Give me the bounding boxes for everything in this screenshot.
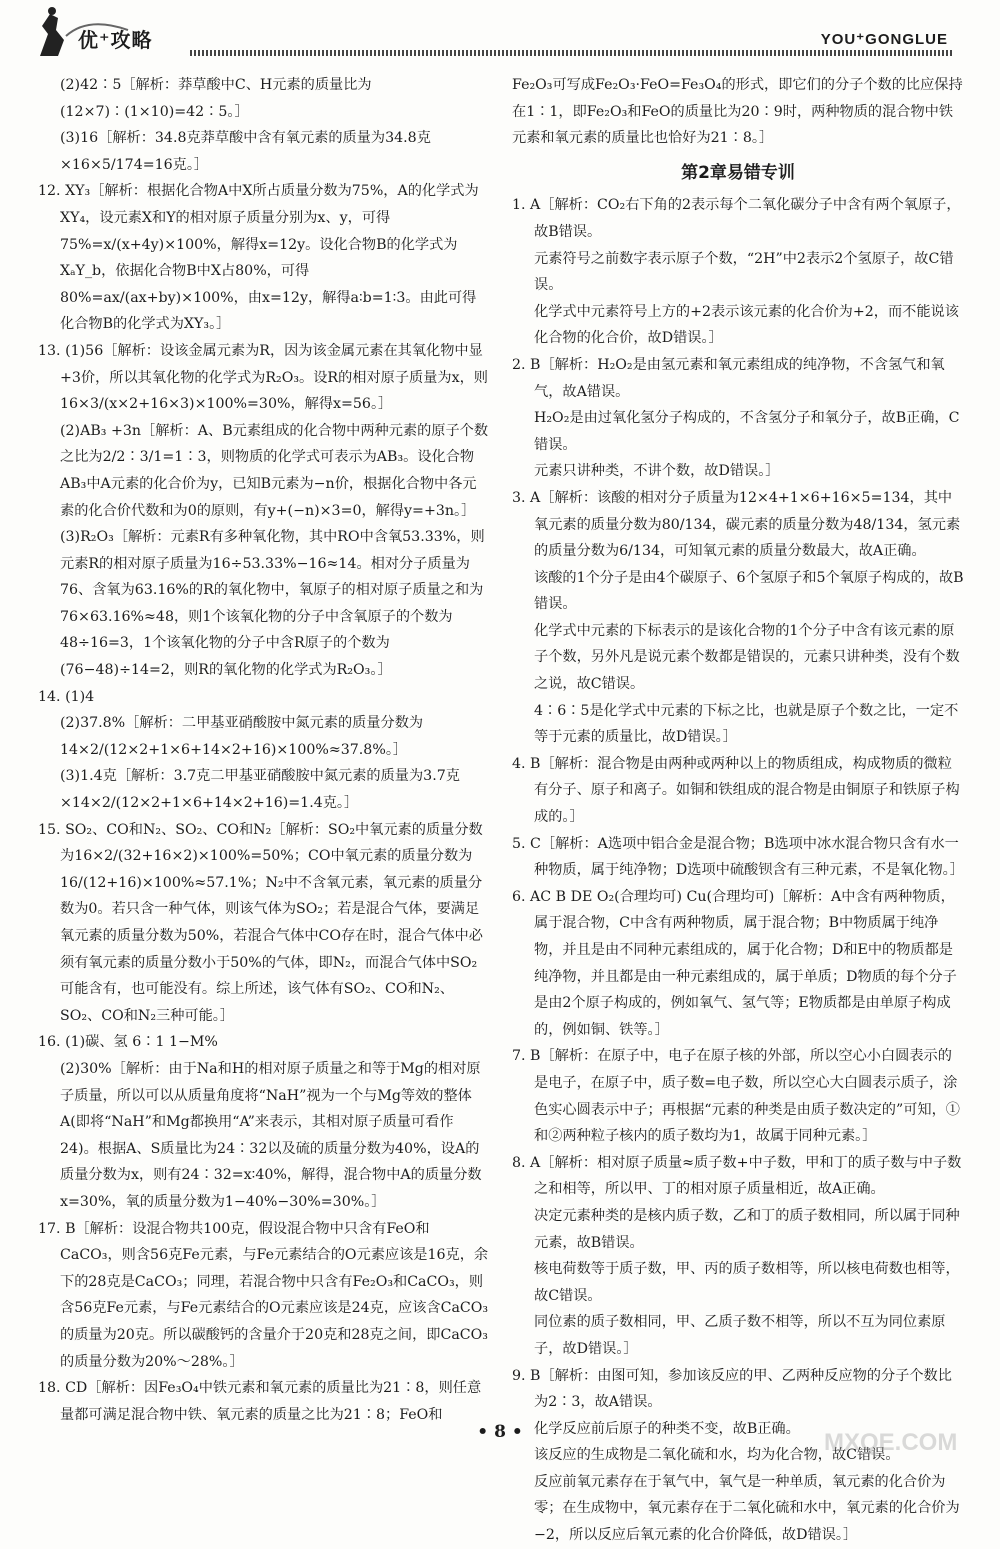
answer-16: 16. (1)碳、氢 6∶1 1−M% (38, 1034, 218, 1051)
answer-4: 4. B［解析：混合物是由两种或两种以上的物质组成，构成物质的微粒有分子、原子和离子。如铜和铁组成的混合物是由铜原子和铁原子构成的。］ (512, 755, 960, 826)
watermark-text: MXQE.COM (824, 1429, 958, 1456)
answer-9: 9. B［解析：由图可知，参加该反应的甲、乙两种反应物的分子个数比为2∶3，故A错误。 (512, 1367, 952, 1411)
answer-paragraph: 该酸的1个分子是由4个碳原子、6个氢原子和5个氧原子构成的，故B错误。 (534, 569, 964, 613)
answer-6: 6. AC B DE O₂(合理均可) Cu(合理均可)［解析：A中含有两种物质，属于混合物，C中含有两种物质，属于混合物；B中物质属于纯净物，并且是由不同种元素组成的，属于化合物；D和E中的物质都是纯净物，并且都是由一种元素组成的，属于单质；D物质的每个分子是由2个原子构成的，例如氧气、氢气等；E物质都是由单原子构成的，例如铜、铁等。］ (512, 888, 957, 1038)
section-title: 第2章易错专训 (681, 162, 795, 183)
answer-paragraph: 同位素的质子数相同，甲、乙质子数不相等，所以不互为同位素原子，故D错误。］ (534, 1314, 946, 1357)
right-column (512, 72, 964, 1549)
answer-paragraph: (3)1.4克［解析：3.7克二甲基亚硝酸胺中氮元素的质量为3.7克×14×2/(12×2+1×6+14×2+16)=1.4克。］ (60, 768, 460, 812)
answer-paragraph: 化学式中元素符号上方的+2表示该元素的化合价为+2，而不能说该化合物的化合价，故D错误。］ (534, 303, 959, 347)
answer-paragraph: (3)16［解析：34.8克莽草酸中含有氧元素的质量为34.8克×16×5/174=16克。］ (60, 130, 431, 173)
answer-3: 3. A［解析：该酸的相对分子质量为12×4+1×6+16×5=134，其中氧元素的质量分数为80/134，碳元素的质量分数为48/134，氢元素的质量分数为6/134，可知氧元素的质量分数最大，故A正确。 (512, 489, 961, 560)
answer-14: 14. (1)4 (38, 688, 95, 705)
answer-paragraph: 决定元素种类的是核内质子数，乙和丁的质子数相同，所以属于同种元素，故B错误。 (534, 1207, 960, 1251)
answer-18: 18. CD［解析：因Fe₃O₄中铁元素和氧元素的质量比为21∶8，则任意量都可满足混合物中铁、氧元素的质量之比为21∶8；FeO和 (38, 1380, 482, 1423)
answer-17: 17. B［解析：设混合物共100克，假设混合物中只含有FeO和CaCO₃，则含56克Fe元素，与Fe元素结合的O元素应该是16克，余下的28克是CaCO₃；同理，若混合物中只含有Fe₂O₃和CaCO₃，则含56克Fe元素，与Fe元素结合的O元素应该是24克，应该含CaCO₃的质量为20克。所以碳酸钙的含量介于20克和28克之间，即CaCO₃的质量分数为20%～28%。］ (38, 1220, 489, 1370)
answer-paragraph: (2)AB₃ +3n［解析：A、B元素组成的化合物中两种元素的原子个数之比为2/2∶3/1=1∶3，则物质的化学式可表示为AB₃。设化合物AB₃中A元素的化合价为y，已知B元素为−n价，根据化合物中各元素的化合价代数和为0的原则，有y+(−n)×3=0，解得y=+3n。］ (60, 422, 489, 519)
answer-paragraph: 反应前氧元素存在于氧气中，氧气是一种单质，氧元素的化合价为零；在生成物中，氧元素存在于二氧化硫和水中，氧元素的化合价为−2，所以反应后氧元素的化合价降低，故D错误。］ (534, 1473, 960, 1544)
answer-8: 8. A［解析：相对原子质量≈质子数+中子数，甲和丁的质子数与中子数之和相等，所以甲、丁的相对原子质量相近，故A正确。 (512, 1154, 962, 1198)
header-rule (190, 50, 952, 56)
answer-paragraph: H₂O₂是由过氧化氢分子构成的，不含氢分子和氧分子，故B正确，C错误。 (534, 410, 960, 453)
header-brand: YOU⁺GONGLUE (820, 31, 948, 48)
watermark-icon (820, 1420, 970, 1460)
answer-13: 13. (1)56［解析：设该金属元素为R，因为该金属元素在其氧化物中显+3价，所以其氧化物的化学式为R₂O₃。设R的相对原子质量为x，则16×3/(x×2+16×3)×100%=30%，解得x=56。］ (38, 342, 488, 413)
answer-paragraph: (3)R₂O₃［解析：元素R有多种氧化物，其中RO中含氧53.33%，则元素R的相对原子质量为16÷53.33%−16≈14。相对分子质量为76、含氧为63.16%的R的氧化物中，氧原子的相对原子质量之和为76×63.16%≈48，则1个该氧化物的分子中含氧原子的个数为48÷16=3，1个该氧化物的分子中含R原子的个数为(76−48)÷14=2，则R的氧化物的化学式为R₂O₃。］ (60, 529, 485, 679)
answer-paragraph: 化学式中元素的下标表示的是该化合物的1个分子中含有该元素的原子个数，另外凡是说元素个数都是错误的，元素只讲种类，没有个数之说，故C错误。 (534, 622, 960, 693)
answer-2: 2. B［解析：H₂O₂是由氢元素和氧元素组成的纯净物，不含氢气和氧气，故A错误。 (512, 356, 945, 400)
answer-paragraph: 化学反应前后原子的种类不变，故B正确。 (534, 1420, 800, 1437)
answer-7: 7. B［解析：在原子中，电子在原子核的外部，所以空心小白圆表示的是电子，在原子中，质子数=电子数，所以空心大白圆表示质子，涂色实心圆表示中子；再根据“元素的种类是由质子数决定的”可知，①和②两种粒子核内的质子数均为1，故属于同种元素。］ (512, 1048, 960, 1145)
left-column (38, 72, 490, 1428)
answer-paragraph: (2)30%［解析：由于Na和H的相对原子质量之和等于Mg的相对原子质量，所以可以从质量角度将“NaH”视为一个与Mg等效的整体A(即将“NaH”和Mg都换用“A”来表示，其相对原子质量可看作24)。根据A、S质量比为24∶32以及硫的质量分数为40%，设A的质量分数为x，则有24∶32=x∶40%，解得，混合物中A的质量分数x=30%，氧的质量分数为1−40%−30%=30%。］ (60, 1060, 482, 1210)
answer-paragraph: 4∶6∶5是化学式中元素的下标之比，也就是原子个数之比，一定不等于元素的质量比，故D错误。］ (534, 702, 959, 746)
answer-18-continued: Fe₂O₃可写成Fe₂O₃·FeO=Fe₃O₄的形式，即它们的分子个数的比应保持在1∶1，即Fe₂O₃和FeO的质量比为20∶9时，两种物质的混合物中铁元素和氧元素的质量比也恰好为21∶8。］ (512, 77, 963, 147)
logo-text: 优⁺攻略 (78, 28, 153, 52)
answer-paragraph: (2)42∶5［解析：莽草酸中C、H元素的质量比为(12×7)∶(1×10)=42∶5。］ (60, 77, 372, 120)
answer-paragraph: 元素符号之前数字表示原子个数，“2H”中2表示2个氢原子，故C错误。 (534, 250, 954, 294)
answer-1: 1. A［解析：CO₂右下角的2表示每个二氧化碳分子中含有两个氧原子，故B错误。 (512, 197, 961, 240)
answer-paragraph: 该反应的生成物是二氧化硫和水，均为化合物，故C错误。 (534, 1447, 900, 1464)
answer-paragraph: 元素只讲种类，不讲个数，故D错误。］ (534, 463, 780, 480)
answer-5: 5. C［解析：A选项中铝合金是混合物；B选项中冰水混合物只含有水一种物质，属于纯净物；D选项中硫酸钡含有三种元素，不是氧化物。］ (512, 835, 964, 879)
answer-paragraph: (2)37.8%［解析：二甲基亚硝酸胺中氮元素的质量分数为14×2/(12×2+1×6+14×2+16)×100%≈37.8%。］ (60, 715, 424, 758)
page-number: • 8 • (477, 1422, 523, 1442)
answer-15: 15. SO₂、CO和N₂、SO₂、CO和N₂［解析：SO₂中氧元素的质量分数为16×2/(32+16×2)×100%=50%；CO中氧元素的质量分数为16/(12+16)×100%≈57.1%；N₂中不含氧元素，氧元素的质量分数为0。若只含一种气体，则该气体为SO₂；若是混合气体，要满足氧元素的质量分数为50%，若混合气体中CO存在时，混合气体中必须有氧元素的质量分数小于50%的气体，即N₂，而混合气体中SO₂可能含有，也可能没有。综上所述，该气体有SO₂、CO和N₂、SO₂、CO和N₂三种可能。］ (38, 821, 483, 1024)
answer-12: 12. XY₃［解析：根据化合物A中X所占质量分数为75%，A的化学式为XY₄，设元素X和Y的相对原子质量分别为x、y，可得75%=x/(x+4y)×100%，解得x=12y。设化合物B的化学式为XₐY_b，依据化合物B中X占80%，可得80%=ax/(ax+by)×100%，由x=12y，解得a∶b=1∶3。由此可得化合物B的化学式为XY₃。］ (38, 183, 479, 333)
answer-paragraph: 核电荷数等于质子数，甲、丙的质子数相等，所以核电荷数也相等，故C错误。 (534, 1261, 960, 1304)
page-header (0, 0, 1000, 62)
